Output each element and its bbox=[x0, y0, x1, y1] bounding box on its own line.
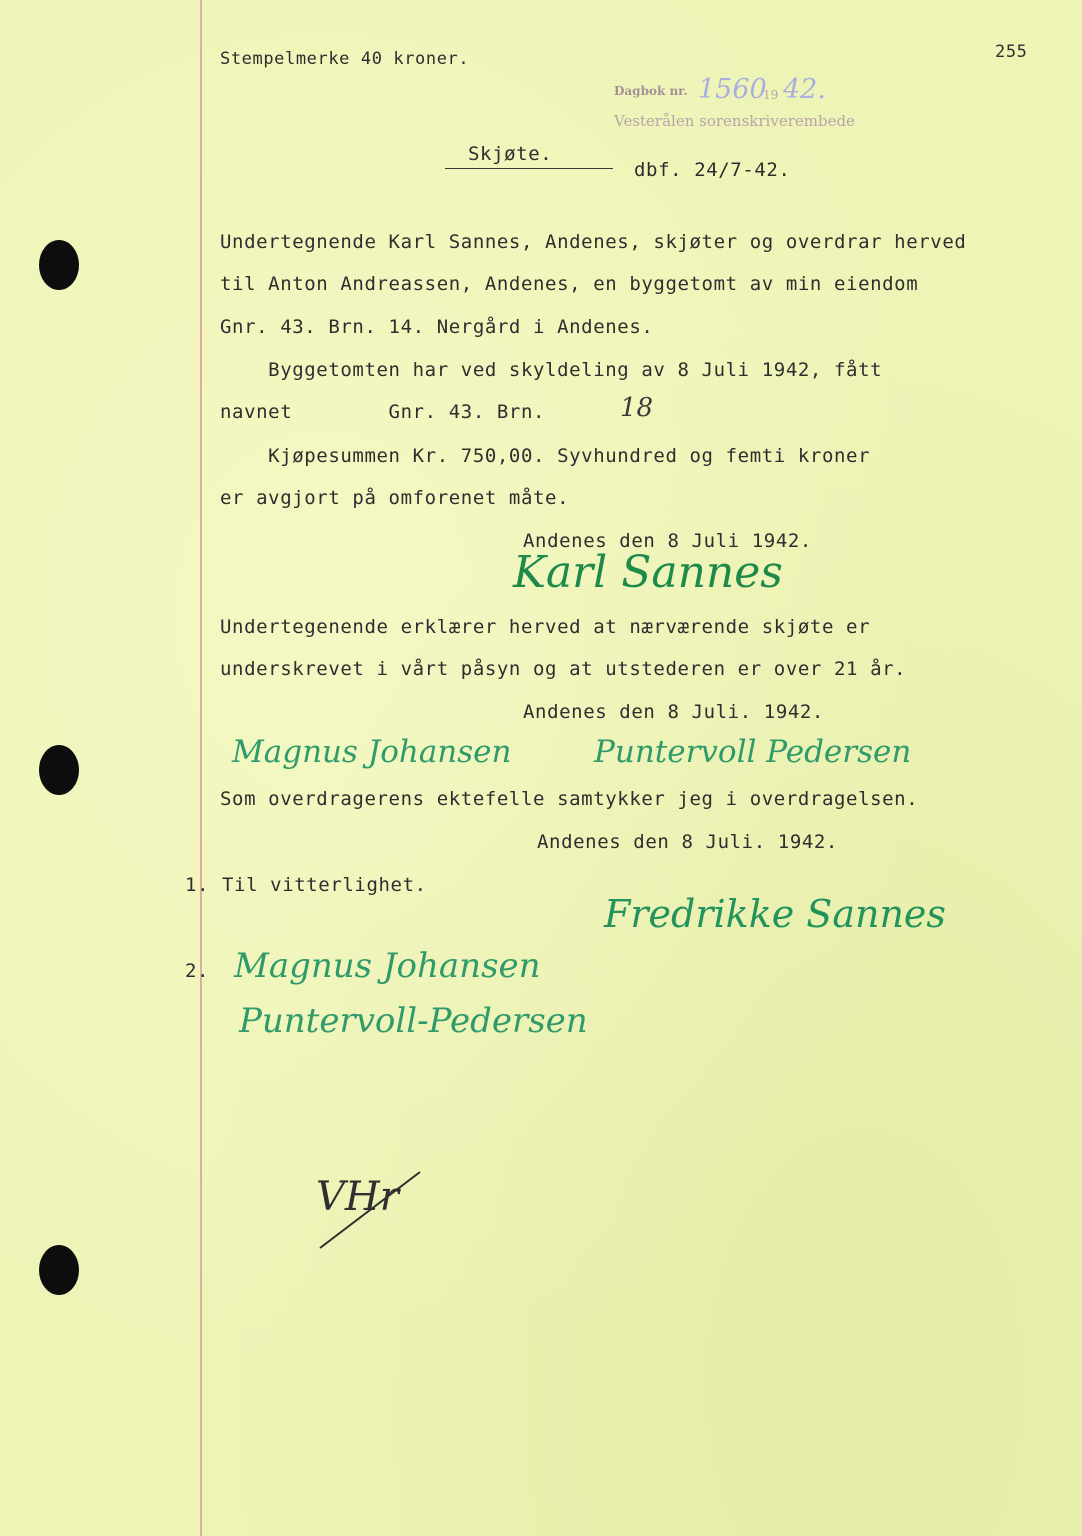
body-line: er avgjort på omforenet måte. bbox=[220, 487, 570, 509]
seller-signature bbox=[505, 545, 935, 605]
body-line: navnet Gnr. 43. Brn. bbox=[220, 401, 546, 423]
body-line: Byggetomten har ved skyldeling av 8 Juli 1942, fått bbox=[220, 359, 883, 381]
handwritten-bruksnummer: 18 bbox=[620, 393, 654, 423]
date-line-1: Andenes den 8 Juli 1942. bbox=[523, 530, 812, 552]
punch-hole-bottom bbox=[39, 1245, 79, 1295]
stamp-duty-note: Stempelmerke 40 kroner. bbox=[220, 49, 470, 69]
body-line: til Anton Andreassen, Andenes, en byggetomt av min eiendom bbox=[220, 273, 919, 295]
consent-line: Som overdragerens ektefelle samtykker jeg i overdragelsen. bbox=[220, 788, 919, 810]
spouse-signature bbox=[598, 872, 1038, 952]
stamp-number: 1560 bbox=[698, 74, 767, 105]
svg-text:Magnus Johansen: Magnus Johansen bbox=[232, 734, 512, 770]
stamp-year: 42. bbox=[783, 74, 826, 105]
svg-text:Puntervoll-Pedersen: Puntervoll-Pedersen bbox=[239, 1001, 588, 1041]
witness-number-2: 2. bbox=[185, 960, 210, 982]
date-line-3: Andenes den 8 Juli. 1942. bbox=[537, 831, 838, 853]
date-line-2: Andenes den 8 Juli. 1942. bbox=[523, 701, 824, 723]
heading-underline bbox=[445, 168, 613, 169]
svg-text:Karl Sannes: Karl Sannes bbox=[513, 547, 783, 598]
document-heading: Skjøte. bbox=[468, 143, 553, 165]
stamp-year-prefix: 19 bbox=[763, 88, 779, 102]
declaration-line: Undertegenende erklærer herved at nærværende skjøte er bbox=[220, 616, 871, 638]
witness-signature-3 bbox=[230, 935, 590, 995]
punch-hole-middle bbox=[39, 745, 79, 795]
dbf-reference: dbf. 24/7-42. bbox=[634, 159, 791, 181]
stamp-dagbok-label: Dagbok nr. bbox=[614, 84, 688, 98]
declaration-line: underskrevet i vårt påsyn og at utstederen er over 21 år. bbox=[220, 658, 907, 680]
margin-line bbox=[200, 0, 202, 1536]
stamp-court-name: Vesterålen sorenskriverembede bbox=[614, 112, 855, 130]
witness-number-1: 1. bbox=[185, 874, 210, 896]
initials-mark bbox=[310, 1160, 440, 1260]
witness-heading: Til vitterlighet. bbox=[222, 874, 427, 896]
svg-text:Puntervoll Pedersen: Puntervoll Pedersen bbox=[594, 734, 912, 770]
punch-hole-top bbox=[39, 240, 79, 290]
body-line: Gnr. 43. Brn. 14. Nergård i Andenes. bbox=[220, 316, 654, 338]
page-number: 255 bbox=[995, 42, 1028, 62]
svg-text:Fredrikke Sannes: Fredrikke Sannes bbox=[604, 892, 946, 936]
svg-text:VHr: VHr bbox=[316, 1174, 399, 1220]
svg-text:Magnus Johansen: Magnus Johansen bbox=[234, 946, 541, 986]
witness-signature-2 bbox=[590, 722, 970, 782]
witness-signature-1 bbox=[228, 722, 558, 782]
witness-signature-4 bbox=[235, 988, 605, 1048]
body-line: Kjøpesummen Kr. 750,00. Syvhundred og femti kroner bbox=[220, 445, 871, 467]
body-line: Undertegnende Karl Sannes, Andenes, skjøter og overdrar herved bbox=[220, 231, 967, 253]
